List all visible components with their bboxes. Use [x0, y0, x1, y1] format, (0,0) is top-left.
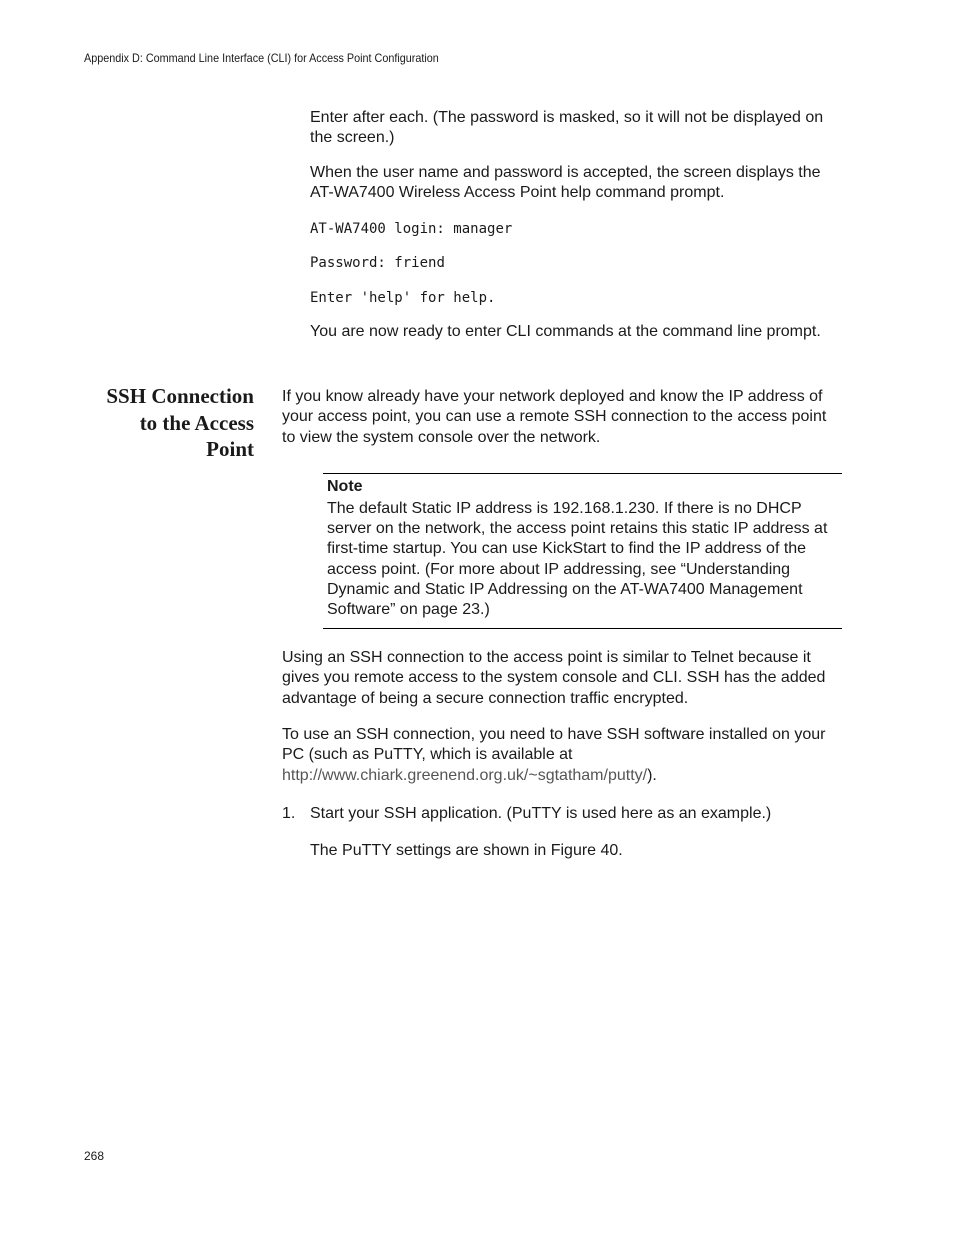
note-body: The default Static IP address is 192.168.1.230. If there is no DHCP server on the network, the access point retains this static IP address at first-time startup. You can use KickStart to find the IP address of the access point. (For more about IP addressing, see “Understanding Dynamic and Static IP Addressing on the AT-WA7400 Management Software” on page 23.): [327, 500, 828, 619]
code-login-input: manager: [453, 221, 513, 237]
code-password-prompt: Password:: [310, 255, 395, 271]
section-heading-line-1: SSH Connection: [106, 384, 254, 408]
code-help-line: Enter 'help' for help.: [310, 290, 496, 306]
section-paragraph-3: [282, 725, 842, 786]
section-paragraph-1: If you know already have your network deployed and know the IP address of your access point, you can use a remote SSH connection to the access point to view the system console over the network.: [282, 388, 827, 446]
step-number: 1.: [282, 805, 296, 822]
page-number: 268: [84, 1149, 105, 1163]
note-title: Note: [327, 478, 363, 495]
section-paragraph-3-tail: ).: [647, 766, 657, 784]
code-password-input: friend: [394, 255, 445, 271]
section-paragraph-3-lead: To use an SSH connection, you need to have SSH software installed on your PC (such as PuTTY, which is available at: [282, 726, 826, 764]
section-heading: [60, 383, 254, 463]
intro-paragraph-2: When the user name and password is accepted, the screen displays the AT-WA7400 Wireless Access Point help command prompt.: [310, 164, 821, 202]
note-box: [323, 473, 842, 629]
step-followup: The PuTTY settings are shown in Figure 40.: [310, 842, 623, 859]
section-heading-line-2: to the Access: [139, 410, 254, 435]
running-header: Appendix D: Command Line Interface (CLI) for Access Point Configuration: [84, 51, 439, 65]
section-heading-line-3: Point: [206, 437, 254, 461]
intro-paragraph-1: Enter after each. (The password is masked, so it will not be displayed on the screen.): [310, 109, 824, 147]
section-paragraph-2: Using an SSH connection to the access point is similar to Telnet because it gives you remote access to the system console and CLI. SSH has the added advantage of being a secure connection traffic encrypted.: [282, 649, 826, 707]
code-login-line: [310, 219, 512, 239]
putty-download-link[interactable]: http://www.chiark.greenend.org.uk/~sgtatham/putty/: [282, 766, 648, 784]
intro-paragraph-3: You are now ready to enter CLI commands at the command line prompt.: [310, 323, 821, 340]
step-text: Start your SSH application. (PuTTY is used here as an example.): [310, 805, 772, 822]
code-password-line: [310, 253, 445, 273]
code-login-prompt: AT-WA7400 login:: [310, 221, 454, 237]
